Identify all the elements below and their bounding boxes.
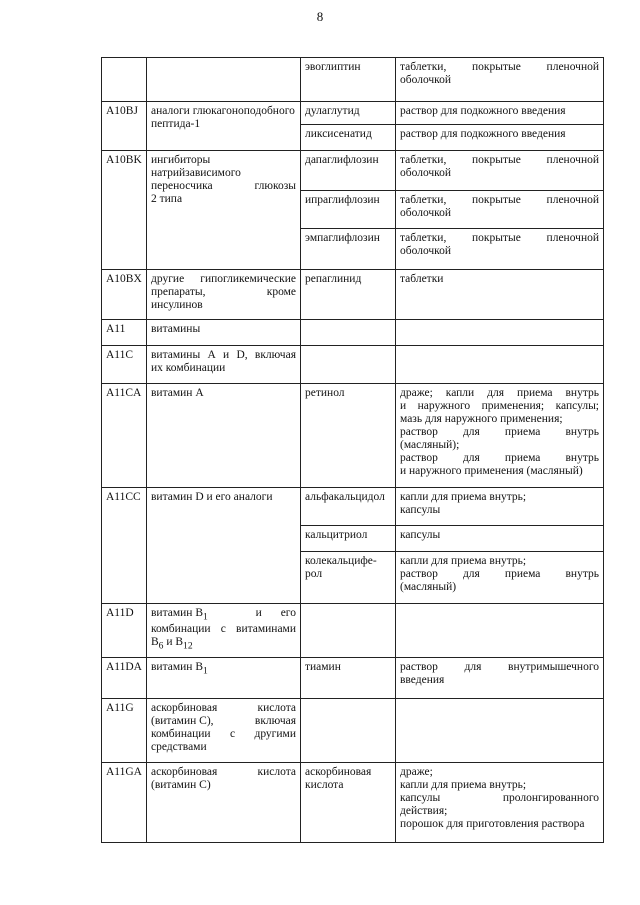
inn-cell: дапаглифлозин bbox=[301, 151, 396, 191]
inn-cell bbox=[301, 346, 396, 384]
atc-code-cell: A11C bbox=[102, 346, 147, 384]
inn-cell: ипраглифлозин bbox=[301, 191, 396, 229]
form-cell: капли для приема внутрь; капсулы bbox=[396, 488, 604, 526]
form-cell: раствор для подкожного введения bbox=[396, 102, 604, 125]
atc-code-cell: A11CA bbox=[102, 384, 147, 488]
table-row bbox=[102, 658, 604, 699]
form-cell bbox=[396, 604, 604, 658]
form-cell: таблетки bbox=[396, 270, 604, 320]
table-row bbox=[102, 763, 604, 843]
inn-cell: альфакальцидол bbox=[301, 488, 396, 526]
group-cell: другие гипогликемические препараты, кроме инсулинов bbox=[147, 270, 301, 320]
form-cell: капсулы bbox=[396, 526, 604, 552]
group-cell: витамин D и его аналоги bbox=[147, 488, 301, 604]
form-cell: раствор для внутримышечного введения bbox=[396, 658, 604, 699]
inn-cell: ликсисенатид bbox=[301, 125, 396, 151]
table-row bbox=[102, 488, 604, 526]
inn-cell: эмпаглифлозин bbox=[301, 229, 396, 270]
form-cell: таблетки, покрытые пленочной оболочкой bbox=[396, 191, 604, 229]
table-row bbox=[102, 58, 604, 102]
inn-cell bbox=[301, 320, 396, 346]
inn-cell bbox=[301, 604, 396, 658]
atc-code-cell: A10BJ bbox=[102, 102, 147, 151]
group-cell: аскорбиновая кислота (витамин С) bbox=[147, 763, 301, 843]
group-cell: витамин $В_1$ и его комбинации с витаминами $В_6$ и $В_{12}$ bbox=[147, 604, 301, 658]
inn-cell bbox=[301, 699, 396, 763]
atc-code-cell: A11D bbox=[102, 604, 147, 658]
table-row bbox=[102, 102, 604, 125]
inn-cell: дулаглутид bbox=[301, 102, 396, 125]
group-cell: витамины bbox=[147, 320, 301, 346]
group-cell: ингибиторы натрийзависимого переносчика глюкозы 2 типа bbox=[147, 151, 301, 270]
form-cell: капли для приема внутрь; раствор для приема внутрь (масляный) bbox=[396, 552, 604, 604]
form-cell: таблетки, покрытые пленочной оболочкой bbox=[396, 151, 604, 191]
drug-table bbox=[101, 57, 604, 843]
group-cell: витамин $В_1$ bbox=[147, 658, 301, 699]
table-row bbox=[102, 320, 604, 346]
group-cell: аскорбиновая кислота (витамин С), включая комбинации с другими средствами bbox=[147, 699, 301, 763]
atc-code-cell: A10BX bbox=[102, 270, 147, 320]
form-cell: драже; капли для приема внутрь; капсулы пролонгированного действия; порошок для приготовления раствора bbox=[396, 763, 604, 843]
group-cell: аналоги глюкагоноподобного пептида-1 bbox=[147, 102, 301, 151]
atc-code-cell: A11 bbox=[102, 320, 147, 346]
table-row bbox=[102, 699, 604, 763]
inn-cell: кальцитриол bbox=[301, 526, 396, 552]
table-row bbox=[102, 151, 604, 191]
atc-code-cell: A11CC bbox=[102, 488, 147, 604]
table-row bbox=[102, 270, 604, 320]
inn-cell: ретинол bbox=[301, 384, 396, 488]
form-cell bbox=[396, 346, 604, 384]
form-cell: драже; капли для приема внутрь и наружного применения; капсулы; мазь для наружного применения; раствор для приема внутрь (масляный); раствор для приема внутрь и наружного применения (масляный) bbox=[396, 384, 604, 488]
form-cell: таблетки, покрытые пленочной оболочкой bbox=[396, 229, 604, 270]
inn-cell: колекальцифе- рол bbox=[301, 552, 396, 604]
atc-code-cell: A11G bbox=[102, 699, 147, 763]
inn-cell: тиамин bbox=[301, 658, 396, 699]
table-row bbox=[102, 384, 604, 488]
form-cell bbox=[396, 320, 604, 346]
atc-code-cell: A10BK bbox=[102, 151, 147, 270]
form-cell: таблетки, покрытые пленочной оболочкой bbox=[396, 58, 604, 102]
atc-code-cell: A11DA bbox=[102, 658, 147, 699]
page-number: 8 bbox=[316, 9, 324, 24]
group-cell bbox=[147, 58, 301, 102]
inn-cell: репаглинид bbox=[301, 270, 396, 320]
table-row bbox=[102, 604, 604, 658]
group-cell: витамин А bbox=[147, 384, 301, 488]
form-cell: раствор для подкожного введения bbox=[396, 125, 604, 151]
group-cell: витамины А и D, включая их комбинации bbox=[147, 346, 301, 384]
inn-cell: эвоглиптин bbox=[301, 58, 396, 102]
inn-cell: аскорбиновая кислота bbox=[301, 763, 396, 843]
atc-code-cell bbox=[102, 58, 147, 102]
table-row bbox=[102, 346, 604, 384]
form-cell bbox=[396, 699, 604, 763]
atc-code-cell: A11GA bbox=[102, 763, 147, 843]
